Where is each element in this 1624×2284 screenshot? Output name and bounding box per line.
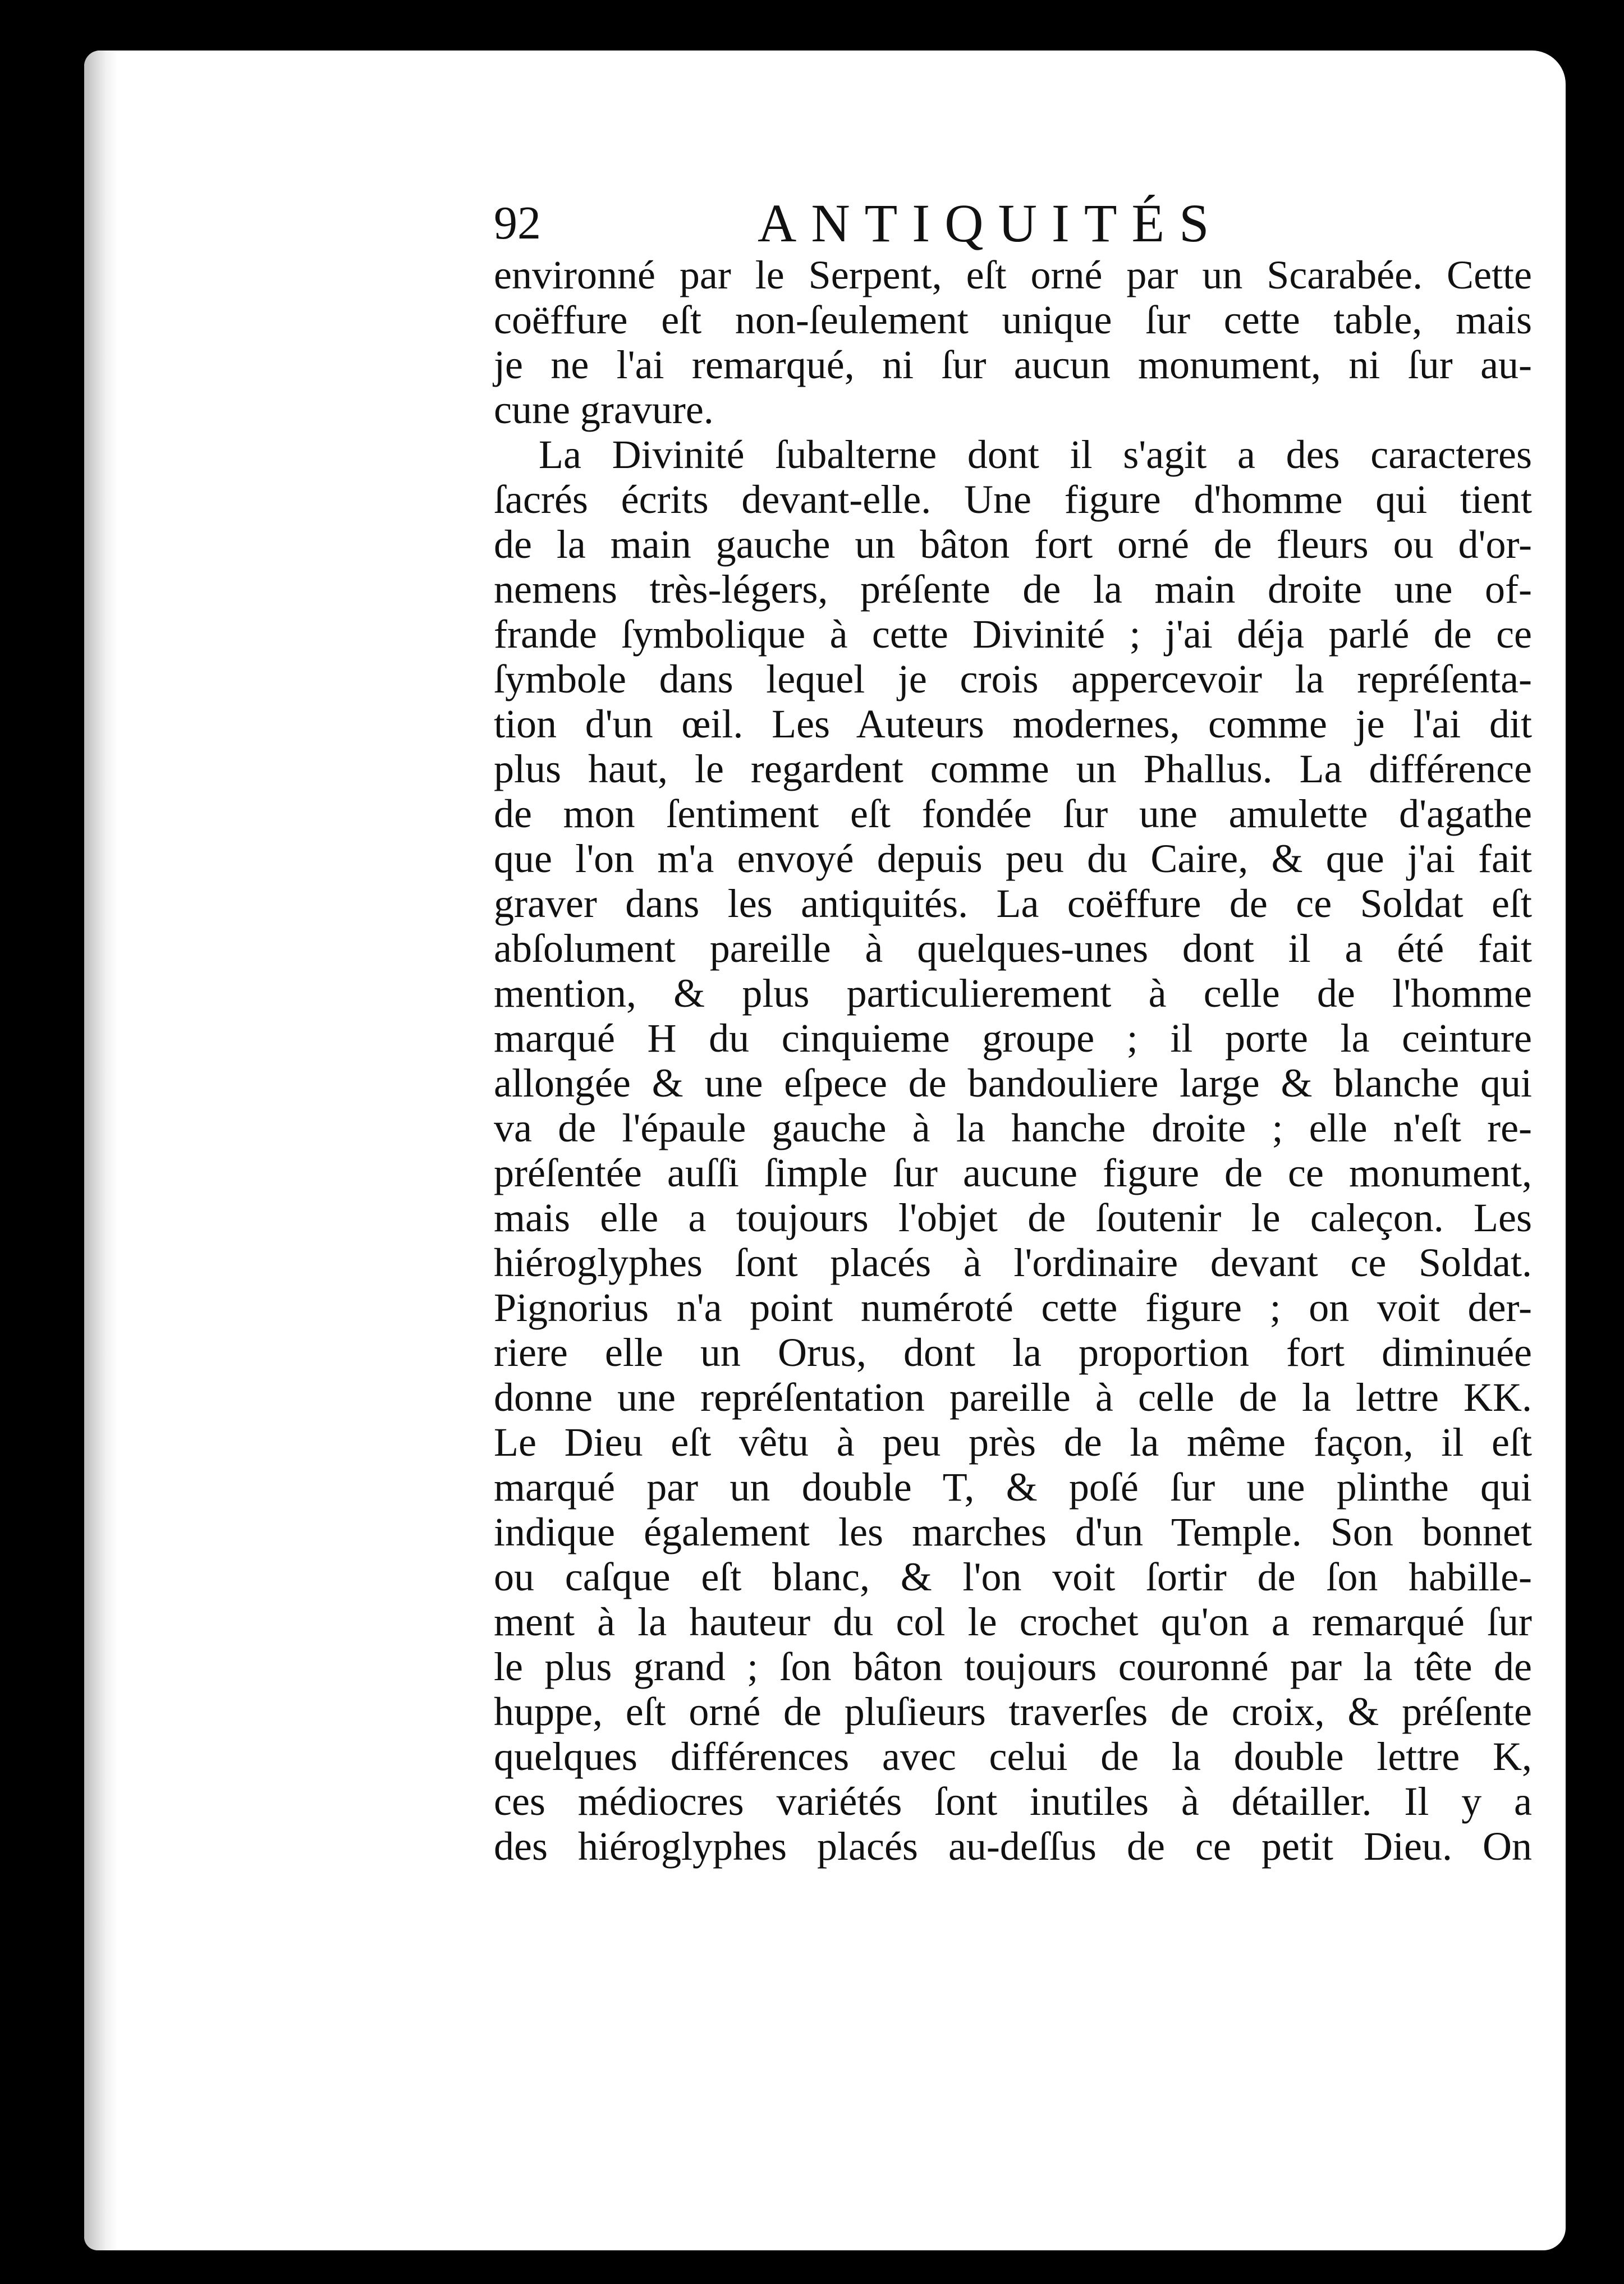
page-edge-shadow	[84, 51, 118, 2250]
text-line: ou caſque eſt blanc, & l'on voit ſortir de ſon habille-	[494, 1554, 1532, 1599]
text-line: huppe, eſt orné de pluſieurs traverſes de croix, & préſente	[494, 1689, 1532, 1734]
text-line: préſentée auſſi ſimple ſur aucune figure de ce monument,	[494, 1150, 1532, 1195]
text-line: que l'on m'a envoyé depuis peu du Caire, & que j'ai fait	[494, 836, 1532, 881]
text-line: de la main gauche un bâton fort orné de fleurs ou d'or-	[494, 522, 1532, 567]
text-line: va de l'épaule gauche à la hanche droite ; elle n'eſt re-	[494, 1106, 1532, 1150]
text-line: des hiéroglyphes placés au-deſſus de ce petit Dieu. On	[494, 1824, 1532, 1869]
running-title: ANTIQUITÉS	[758, 193, 1224, 253]
text-line: marqué par un double T, & poſé ſur une plinthe qui	[494, 1465, 1532, 1510]
body-text	[494, 253, 1532, 1869]
text-line: le plus grand ; ſon bâton toujours couronné par la tête de	[494, 1644, 1532, 1689]
text-line: ment à la hauteur du col le crochet qu'on a remarqué ſur	[494, 1599, 1532, 1644]
text-line: ces médiocres variétés ſont inutiles à détailler. Il y a	[494, 1779, 1532, 1824]
text-line: La Divinité ſubalterne dont il s'agit a des caracteres	[539, 432, 1532, 477]
text-line: plus haut, le regardent comme un Phallus. La différence	[494, 746, 1532, 791]
text-line: Pignorius n'a point numéroté cette figure ; on voit der-	[494, 1285, 1532, 1330]
text-line: de mon ſentiment eſt fondée ſur une amulette d'agathe	[494, 791, 1532, 836]
text-line: frande ſymbolique à cette Divinité ; j'ai déja parlé de ce	[494, 612, 1532, 657]
text-line: coëffure eſt non-ſeulement unique ſur cette table, mais	[494, 297, 1532, 342]
text-line: riere elle un Orus, dont la proportion fort diminuée	[494, 1330, 1532, 1375]
text-line: ſacrés écrits devant-elle. Une figure d'homme qui tient	[494, 477, 1532, 522]
text-line: marqué H du cinquieme groupe ; il porte la ceinture	[494, 1016, 1532, 1061]
text-line: Le Dieu eſt vêtu à peu près de la même façon, il eſt	[494, 1420, 1532, 1465]
text-line: indique également les marches d'un Temple. Son bonnet	[494, 1510, 1532, 1554]
book-page	[84, 51, 1566, 2250]
text-line: graver dans les antiquités. La coëffure de ce Soldat eſt	[494, 881, 1532, 926]
text-line: quelques différences avec celui de la double lettre K,	[494, 1734, 1532, 1779]
text-line: donne une repréſentation pareille à celle de la lettre KK.	[494, 1375, 1532, 1420]
text-line: nemens très-légers, préſente de la main droite une of-	[494, 567, 1532, 612]
text-line: tion d'un œil. Les Auteurs modernes, comme je l'ai dit	[494, 701, 1532, 746]
text-line: je ne l'ai remarqué, ni ſur aucun monument, ni ſur au-	[494, 342, 1532, 387]
page-number: 92	[494, 197, 541, 249]
text-line: abſolument pareille à quelques-unes dont il a été fait	[494, 926, 1532, 971]
text-line: environné par le Serpent, eſt orné par un Scarabée. Cette	[494, 253, 1532, 297]
page-header	[494, 190, 1532, 263]
text-line: allongée & une eſpece de bandouliere large & blanche qui	[494, 1061, 1532, 1106]
text-line: mais elle a toujours l'objet de ſoutenir le caleçon. Les	[494, 1195, 1532, 1240]
text-line: hiéroglyphes ſont placés à l'ordinaire devant ce Soldat.	[494, 1240, 1532, 1285]
text-line: cune gravure.	[494, 387, 714, 432]
text-line: mention, & plus particulierement à celle de l'homme	[494, 971, 1532, 1016]
text-line: ſymbole dans lequel je crois appercevoir la repréſenta-	[494, 657, 1532, 701]
